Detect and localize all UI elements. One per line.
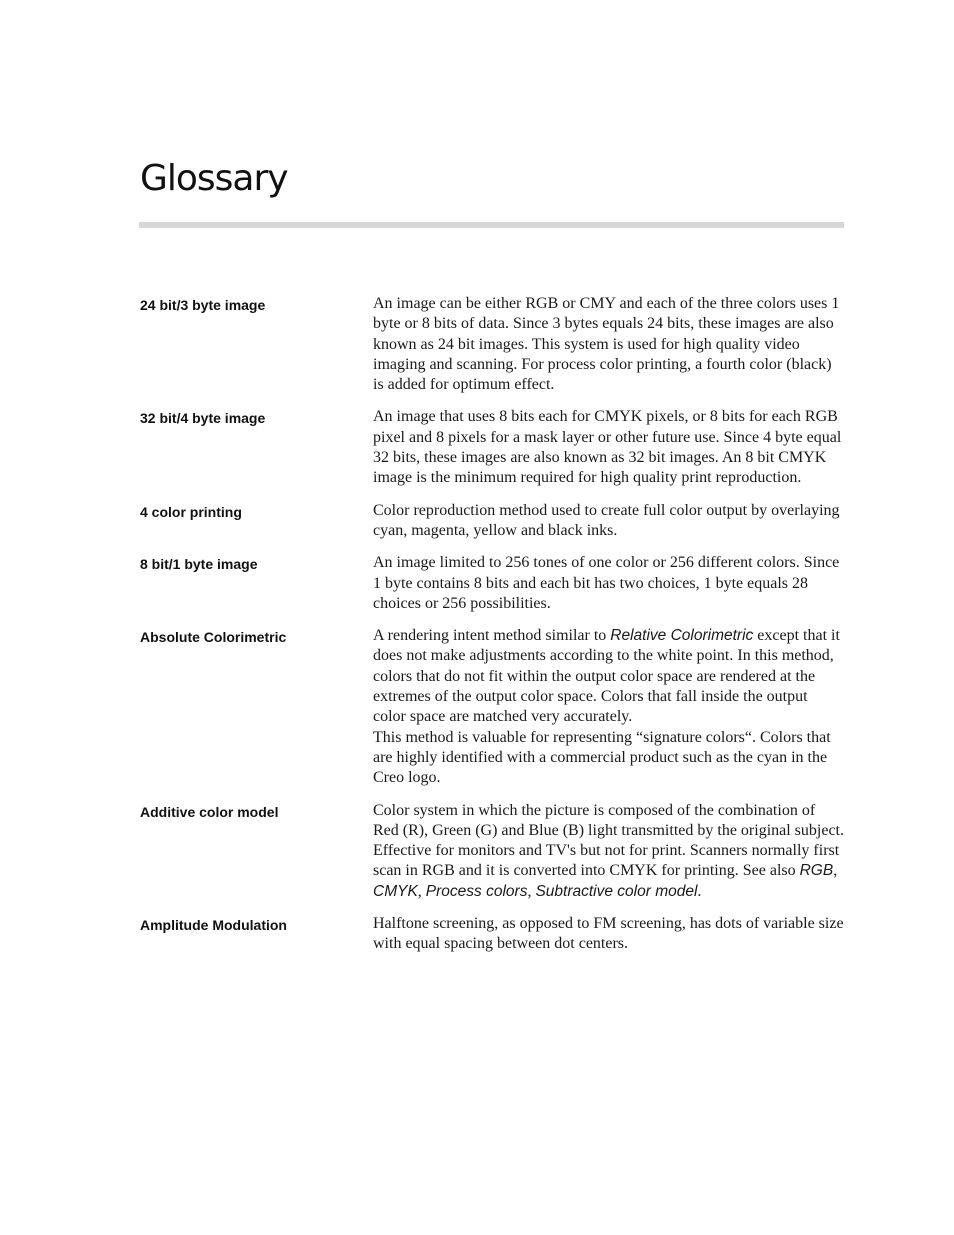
glossary-definition: An image limited to 256 tones of one color or 256 different colors. Since 1 byte contains 8 bits and each bit has two choices, 1 byte equals 28 choices or 256 possibilities.	[373, 554, 840, 612]
cross-reference: CMYK	[373, 882, 418, 900]
glossary-term: Additive color model	[140, 803, 279, 820]
glossary-entry	[140, 626, 844, 788]
glossary-definition: Halftone screening, as opposed to FM screening, has dots of variable size with equal spacing between dot centers.	[373, 915, 844, 953]
glossary-definition: Color system in which the picture is composed of the combination of Red (R), Green (G) and Blue (B) light transmitted by the original subject. Effective for monitors and TV's but not for print. Scanners normally first scan in RGB and it is converted into CMYK for printing. See also RGB, CMYK, Process colors, Subtractive color model.	[373, 801, 844, 900]
glossary-term: 8 bit/1 byte image	[140, 556, 258, 573]
page-title: Glossary	[140, 158, 288, 199]
glossary-term: 24 bit/3 byte image	[140, 297, 266, 313]
glossary-term: 4 color printing	[140, 503, 242, 520]
glossary-term: Absolute Colorimetric	[140, 629, 287, 646]
glossary-entry	[140, 501, 844, 542]
glossary-definition: An image can be either RGB or CMY and each of the three colors uses 1 byte or 8 bits of data. Since 3 bytes equals 24 bits, these images are also known as 24 bit images. This system is used for high quality video imaging and scanning. For process color printing, a fourth color (black) is added for optimum effect.	[373, 295, 840, 394]
glossary-definition: An image that uses 8 bits each for CMYK pixels, or 8 bits for each RGB pixel and 8 pixels for a mask layer or other future use. Since 4 byte equal 32 bits, these images are also known as 32 bit images. An 8 bit CMYK image is the minimum required for high quality print reproduction.	[373, 408, 842, 487]
glossary-entry	[140, 407, 844, 488]
glossary-term: 32 bit/4 byte image	[140, 410, 266, 427]
glossary-entry	[140, 914, 844, 955]
cross-reference: Subtractive color model	[535, 882, 698, 900]
glossary-entry	[140, 801, 844, 902]
glossary-entry	[140, 294, 844, 395]
cross-reference: RGB	[799, 862, 834, 880]
glossary-list	[140, 294, 844, 967]
cross-reference: Relative Colorimetric	[610, 627, 754, 645]
glossary-definition: Color reproduction method used to create full color output by overlaying cyan, magenta, yellow and black inks.	[373, 501, 840, 539]
glossary-definition: A rendering intent method similar to Relative Colorimetric except that it does not make adjustments according to the white point. In this method, colors that do not fit within the output color space are rendered at the extremes of the output color space. Colors that fall inside the output color space are matched very accurately. This method is valuable for representing “signature colors“. Colors that are highly identified with a commercial product such as the cyan in the Creo logo.	[373, 627, 840, 787]
title-rule	[139, 222, 844, 228]
glossary-entry	[140, 553, 844, 614]
cross-reference: Process colors	[425, 882, 528, 900]
glossary-term: Amplitude Modulation	[140, 917, 287, 934]
